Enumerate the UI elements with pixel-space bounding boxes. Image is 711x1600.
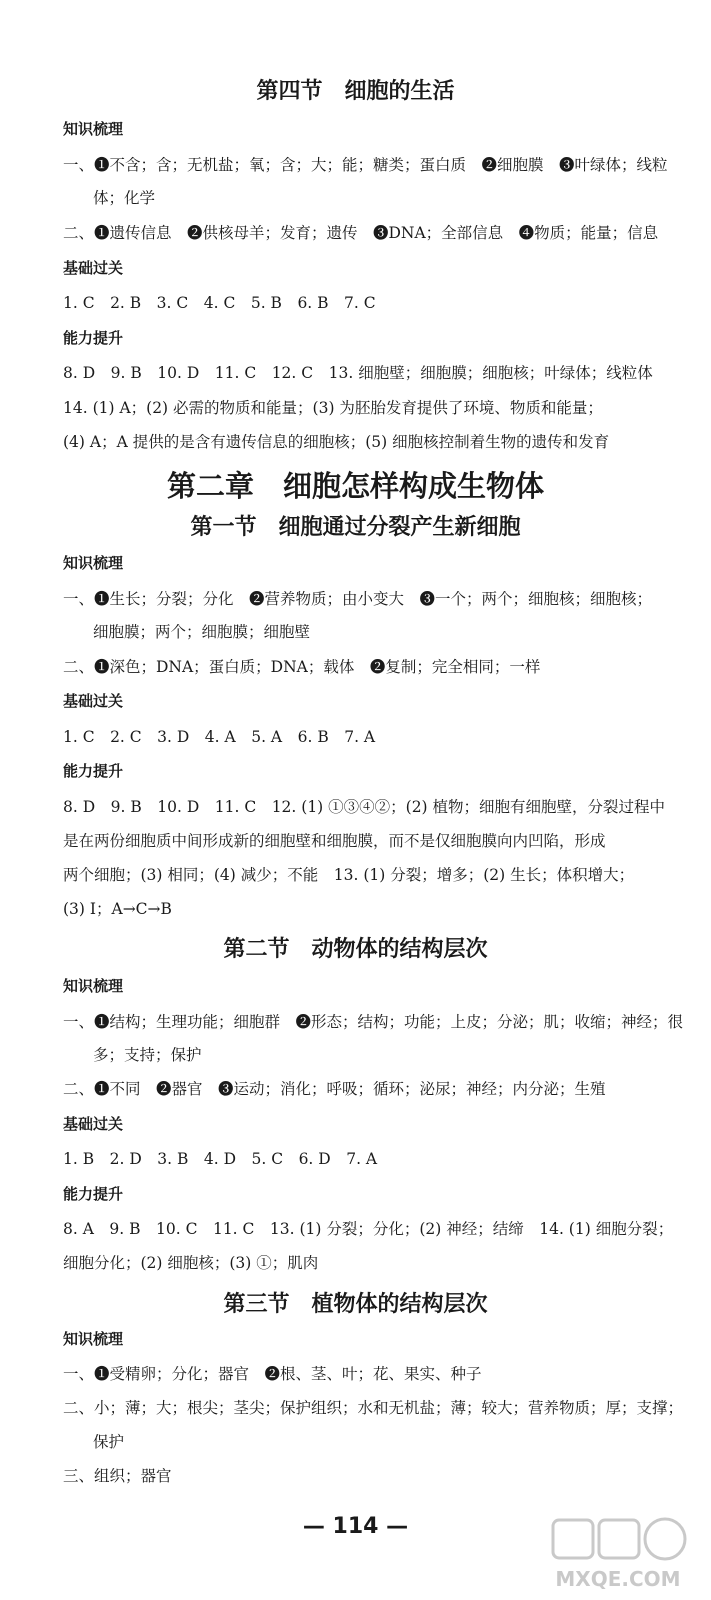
answer-line: 8. D 9. B 10. D 11. C 12. (1) ①③④②；(2) 植物；细胞有细胞壁，分裂过程中 [63, 798, 666, 816]
answer-line: 1. B 2. D 3. B 4. D 5. C 6. D 7. A [63, 1150, 378, 1168]
subheading-knowledge: 知识梳理 [63, 554, 124, 572]
answer-line: 二、小；薄；大；根尖；茎尖；保护组织；水和无机盐；薄；较大；营养物质；厚；支撑； [63, 1399, 684, 1417]
answer-line: 多；支持；保护 [93, 1046, 202, 1064]
page-number: — 114 — [302, 1514, 409, 1539]
answer-line: 一、❶受精卵；分化；器官 ❷根、茎、叶；花、果实、种子 [63, 1365, 482, 1383]
subheading-advanced: 能力提升 [63, 1185, 124, 1203]
section-title: 第四节 细胞的生活 [256, 79, 455, 104]
answer-line: 一、❶不含；含；无机盐；氧；含；大；能；糖类；蛋白质 ❷细胞膜 ❸叶绿体；线粒 [63, 156, 668, 174]
subheading-knowledge: 知识梳理 [63, 977, 124, 995]
subheading-basic: 基础过关 [63, 692, 124, 710]
subheading-advanced: 能力提升 [63, 762, 124, 780]
answer-line: 细胞分化；(2) 细胞核；(3) ①；肌肉 [63, 1254, 319, 1272]
answer-line: 体；化学 [93, 189, 156, 207]
svg-text:MXQE.COM: MXQE.COM [555, 1567, 681, 1591]
answer-line: 一、❶结构；生理功能；细胞群 ❷形态；结构；功能；上皮；分泌；肌；收缩；神经；很 [63, 1013, 684, 1031]
answer-line: 14. (1) A；(2) 必需的物质和能量；(3) 为胚胎发育提供了环境、物质和能量； [63, 399, 603, 417]
answer-line: 二、❶深色；DNA；蛋白质；DNA；载体 ❷复制；完全相同；一样 [63, 658, 541, 676]
answer-line: 8. D 9. B 10. D 11. C 12. C 13. 细胞壁；细胞膜；细胞核；叶绿体；线粒体 [63, 364, 653, 382]
answer-line: 保护 [93, 1433, 125, 1451]
subheading-knowledge: 知识梳理 [63, 1330, 124, 1348]
section-title: 第一节 细胞通过分裂产生新细胞 [190, 515, 521, 540]
answer-line: 两个细胞；(3) 相同；(4) 减少；不能 13. (1) 分裂；增多；(2) 生长；体积增大； [63, 866, 635, 884]
answer-line: 是在两份细胞质中间形成新的细胞壁和细胞膜，而不是仅细胞膜向内凹陷，形成 [63, 832, 606, 850]
section-title: 第二节 动物体的结构层次 [223, 937, 488, 962]
subheading-knowledge: 知识梳理 [63, 120, 124, 138]
section-title: 第三节 植物体的结构层次 [223, 1292, 488, 1317]
answer-line: 二、❶不同 ❷器官 ❸运动；消化；呼吸；循环；泌尿；神经；内分泌；生殖 [63, 1080, 606, 1098]
answer-line: 细胞膜；两个；细胞膜；细胞壁 [93, 623, 311, 641]
answer-line: 一、❶生长；分裂；分化 ❷营养物质；由小变大 ❸一个；两个；细胞核；细胞核； [63, 590, 653, 608]
chapter-title: 第二章 细胞怎样构成生物体 [166, 469, 544, 503]
answer-line: 8. A 9. B 10. C 11. C 13. (1) 分裂；分化；(2) 神经；结缔 14. (1) 细胞分裂； [63, 1220, 674, 1238]
subheading-basic: 基础过关 [63, 259, 124, 277]
watermark-logo-icon [533, 1516, 703, 1596]
subheading-advanced: 能力提升 [63, 329, 124, 347]
answer-line: 三、组织；器官 [63, 1467, 172, 1485]
answer-line: 二、❶遗传信息 ❷供核母羊；发育；遗传 ❸DNA；全部信息 ❹物质；能量；信息 [63, 224, 659, 242]
answer-line: (4) A；A 提供的是含有遗传信息的细胞核；(5) 细胞核控制着生物的遗传和发育 [63, 433, 610, 451]
answer-line: 1. C 2. C 3. D 4. A 5. A 6. B 7. A [63, 728, 376, 746]
answer-line: (3) Ⅰ；A→C→B [63, 900, 172, 918]
subheading-basic: 基础过关 [63, 1115, 124, 1133]
answer-line: 1. C 2. B 3. C 4. C 5. B 6. B 7. C [63, 294, 376, 312]
